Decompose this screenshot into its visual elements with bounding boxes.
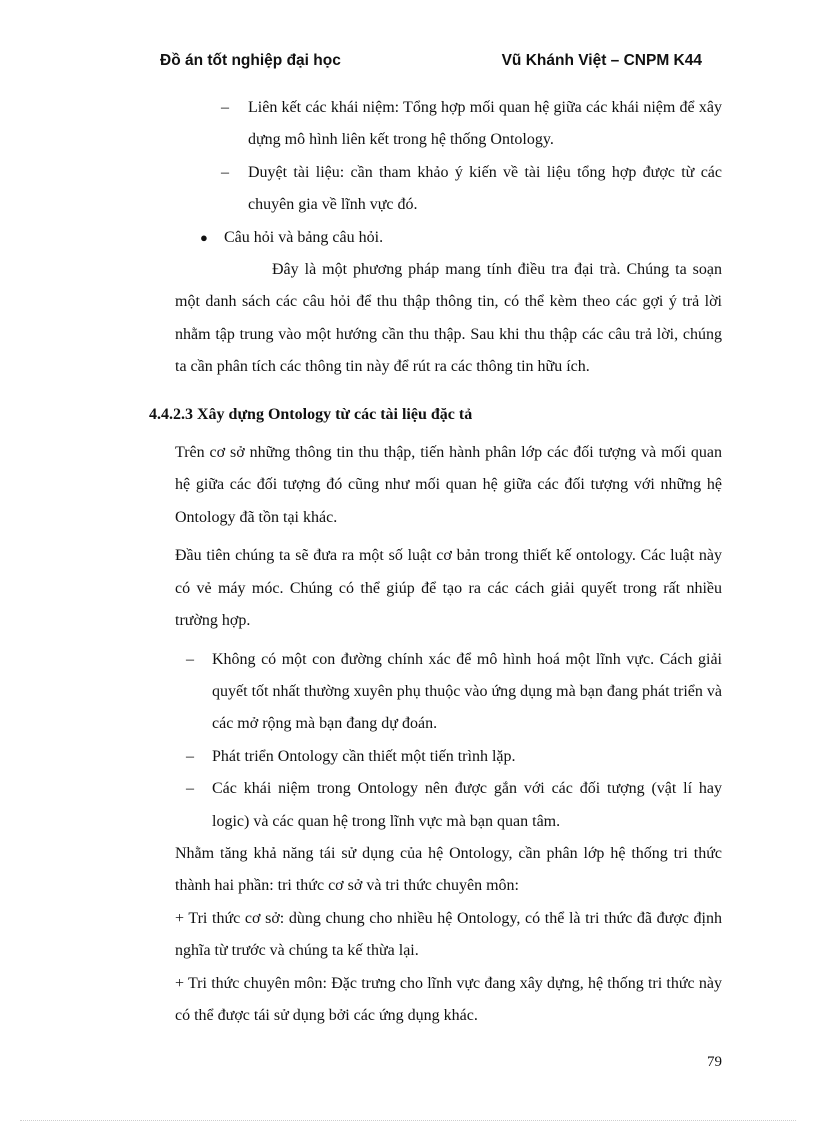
paragraph: + Tri thức chuyên môn: Đặc trưng cho lĩnh vực đang xây dựng, hệ thống tri thức này có thể được tái sử dụng bởi các ứng dụng khác. xyxy=(175,974,722,1024)
page-content xyxy=(0,92,816,1032)
list-item-text: Duyệt tài liệu: cần tham khảo ý kiến về tài liệu tổng hợp được từ các chuyên gia về lĩnh vực đó. xyxy=(248,163,722,214)
paragraph: + Tri thức cơ sở: dùng chung cho nhiều hệ Ontology, có thể là tri thức đã được định nghĩa từ trước và chúng ta kế thừa lại. xyxy=(175,909,722,960)
dash-marker: – xyxy=(186,747,194,765)
list-item xyxy=(186,644,722,741)
paragraph: Nhằm tăng khả năng tái sử dụng của hệ Ontology, cần phân lớp hệ thống tri thức thành hai phần: tri thức cơ sở và tri thức chuyên môn: xyxy=(175,844,722,895)
header-thesis-title: Đồ án tốt nghiệp đại học xyxy=(160,52,341,69)
list-item xyxy=(221,157,722,222)
dash-marker: – xyxy=(186,780,194,798)
list-item-text: Không có một con đường chính xác để mô hình hoá một lĩnh vực. Cách giải quyết tốt nhất thường xuyên phụ thuộc vào ứng dụng mà bạn đang phát triển và các mở rộng mà bạn đang dự đoán. xyxy=(212,650,722,733)
bullet-item xyxy=(200,222,722,254)
header-author: Vũ Khánh Việt – CNPM K44 xyxy=(501,52,702,69)
dash-marker: – xyxy=(221,99,229,116)
page-header xyxy=(160,52,702,74)
list-item-text: Các khái niệm trong Ontology nên được gắn với các đối tượng (vật lí hay logic) và các quan hệ trong lĩnh vực mà bạn quan tâm. xyxy=(212,780,722,830)
list-item-text: Phát triển Ontology cần thiết một tiến trình lặp. xyxy=(212,747,516,765)
list-item-text: Liên kết các khái niệm: Tổng hợp mối quan hệ giữa các khái niệm để xây dựng mô hình liên kết trong hệ thống Ontology. xyxy=(248,99,722,149)
section-heading: 4.4.2.3 Xây dựng Ontology từ các tài liệu đặc tả xyxy=(149,405,473,423)
paragraph: Trên cơ sở những thông tin thu thập, tiến hành phân lớp các đối tượng và mối quan hệ giữa các đối tượng đó cũng như mối quan hệ giữa các đối tượng với những hệ Ontology đã tồn tại khác. xyxy=(175,444,722,526)
dash-marker: – xyxy=(186,650,194,668)
bullet-text: Câu hỏi và bảng câu hỏi. xyxy=(224,228,384,246)
bullet-icon: ● xyxy=(200,229,208,245)
list-item xyxy=(221,92,722,157)
paragraph: Đầu tiên chúng ta sẽ đưa ra một số luật cơ bản trong thiết kế ontology. Các luật này có vẻ máy móc. Chúng có thể giúp để tạo ra các cách giải quyết trong rất nhiều trường hợp. xyxy=(175,547,722,630)
list-item xyxy=(186,773,722,838)
dash-marker: – xyxy=(221,163,229,181)
paragraph-questions: Đây là một phương pháp mang tính điều tra đại trà. Chúng ta soạn một danh sách các câu hỏi để thu thập thông tin, có thể kèm theo các gợi ý trả lời nhằm tập trung vào một hướng cần thu thập. Sau khi thu thập các câu trả lời, chúng ta cần phân tích các thông tin này để rút ra các thông tin hữu ích. xyxy=(175,261,722,376)
list-item xyxy=(186,741,722,773)
page-number: 79 xyxy=(707,1054,722,1070)
page-bottom-divider xyxy=(20,1120,796,1121)
